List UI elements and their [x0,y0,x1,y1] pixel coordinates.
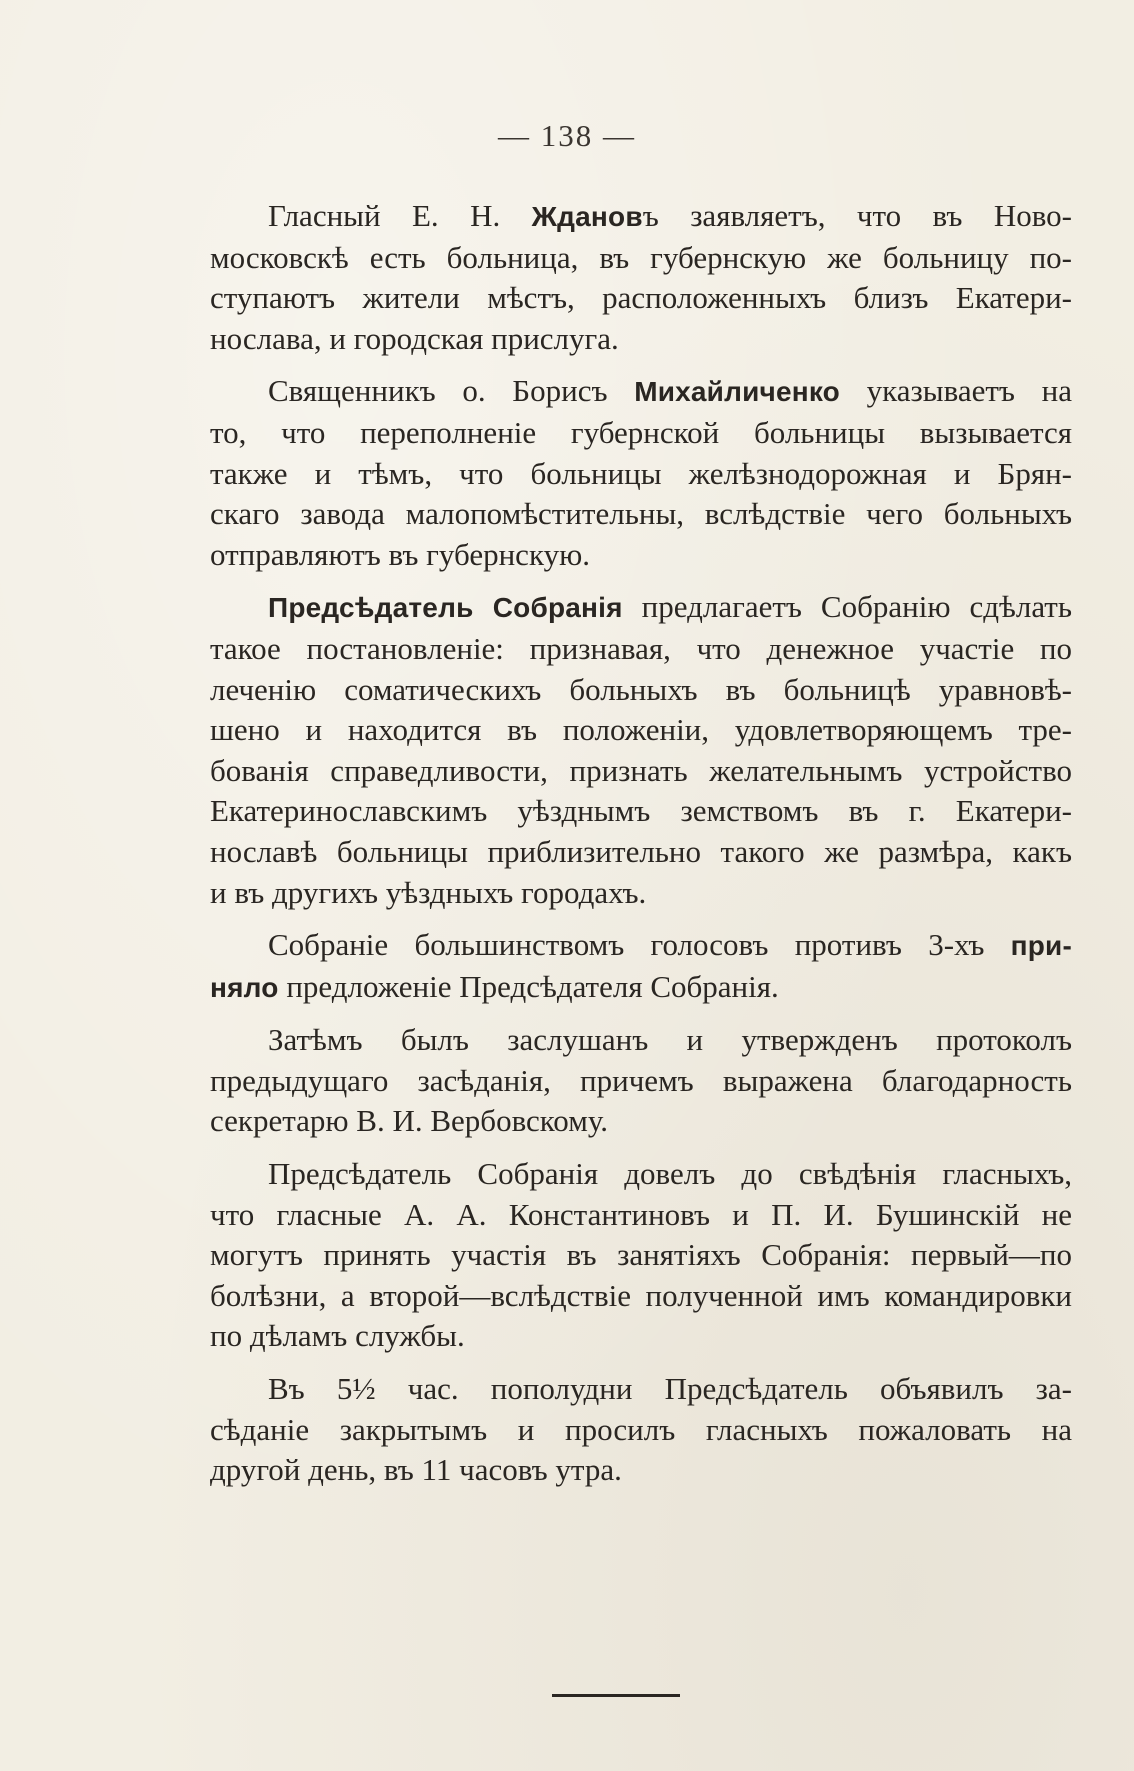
text-line [210,1276,1072,1317]
text-run: Гласный Е. Н. [268,198,532,233]
text-run: предыдущаго засѣданія, причемъ выражена благодарность [210,1062,1072,1098]
text-run: Въ 5½ час. пополудни Предсѣдатель объявилъ за- [268,1371,1072,1407]
text-line [210,967,1072,1009]
text-run: и въ другихъ уѣздныхъ городахъ. [210,874,647,910]
text-line [210,670,1072,711]
text-run: могутъ принять участія въ занятіяхъ Собранія: первый—по [210,1237,1072,1273]
text-line [210,1316,1072,1357]
text-run: предложеніе Предсѣдателя Собранія. [278,968,779,1004]
text-line [210,1235,1072,1276]
speaker-name: Михайличенко [634,376,840,408]
text-line [210,319,1072,360]
text-run: другой день, въ 11 часовъ утра. [210,1452,622,1488]
text-run: по дѣламъ службы. [210,1318,465,1354]
text-line [210,873,1072,914]
text-line [210,278,1072,319]
text-line [210,1154,1072,1195]
body-text [210,196,1072,1503]
text-run: секретарю В. И. Вербовскому. [210,1103,608,1139]
speaker-name: няло [210,971,279,1003]
text-line [210,710,1072,751]
text-run: что гласные А. А. Константиновъ и П. И. Бушинскій не [210,1196,1072,1232]
paragraph [210,196,1072,359]
text-line [210,1450,1072,1491]
text-line [210,629,1072,670]
text-run: Священникъ о. Борисъ [268,373,635,409]
paragraph [210,1369,1072,1491]
text-line [210,1410,1072,1451]
speaker-name: при- [1010,930,1072,962]
text-run: московскѣ есть больница, въ губернскую же больницу по- [210,239,1072,275]
text-line [210,1061,1072,1102]
text-run: шено и находится въ положеніи, удовлетворяющемъ тре- [210,712,1072,748]
text-line [210,832,1072,873]
text-run: сѣданіе закрытымъ и просилъ гласныхъ пожаловать на [210,1411,1072,1447]
text-run: предлагаетъ Собранію сдѣлать [622,589,1072,625]
text-run: Затѣмъ былъ заслушанъ и утвержденъ протоколъ [268,1022,1072,1058]
text-line [210,1195,1072,1236]
text-run: то, что переполненіе губернской больницы вызывается [210,414,1072,450]
text-run: Предсѣдатель Собранія довелъ до свѣдѣнія гласныхъ, [268,1156,1072,1192]
page-number: — 138 — [498,118,636,153]
paragraph [210,371,1072,575]
text-run: также и тѣмъ, что больницы желѣзнодорожная и Брян- [210,455,1072,491]
text-line [210,925,1072,967]
paragraph [210,1154,1072,1357]
text-run: отправляютъ въ губернскую. [210,536,590,572]
text-line [210,751,1072,792]
text-run: нослава, и городская прислуга. [210,320,619,356]
text-run: болѣзни, а второй—вслѣдствіе полученной имъ командировки [210,1277,1072,1313]
text-run: бованія справедливости, признать желательнымъ устройство [210,752,1072,788]
text-line [210,535,1072,576]
text-line [210,791,1072,832]
text-line [210,413,1072,454]
text-line [210,587,1072,629]
speaker-name: Жданов [531,201,643,232]
text-line [210,1020,1072,1061]
text-line [210,494,1072,535]
speaker-name: Предсѣдатель Собранія [268,592,623,624]
text-run: ступаютъ жители мѣстъ, расположенныхъ близъ Екатери- [210,280,1072,316]
text-run: такое постановленіе: признавая, что денежное участіе по [210,630,1072,666]
text-run: указываетъ на [839,373,1072,409]
text-run: ъ заявляетъ, что въ Ново- [642,198,1072,233]
end-rule [552,1694,680,1697]
text-line [210,238,1072,279]
text-line [210,454,1072,495]
text-line [210,196,1072,238]
paragraph [210,587,1072,913]
text-line [210,1369,1072,1410]
text-line [210,371,1072,413]
text-line [210,1101,1072,1142]
text-run: леченію соматическихъ больныхъ въ больницѣ уравновѣ- [210,671,1072,707]
text-run: Собраніе большинствомъ голосовъ противъ 3-хъ [268,927,1011,963]
text-run: Екатеринославскимъ уѣзднымъ земствомъ въ г. Екатери- [210,793,1072,829]
text-run: нославѣ больницы приблизительно такого же размѣра, какъ [210,833,1072,869]
paragraph [210,925,1072,1008]
text-run: скаго завода малопомѣстительны, вслѣдствіе чего больныхъ [210,496,1072,532]
paragraph [210,1020,1072,1142]
